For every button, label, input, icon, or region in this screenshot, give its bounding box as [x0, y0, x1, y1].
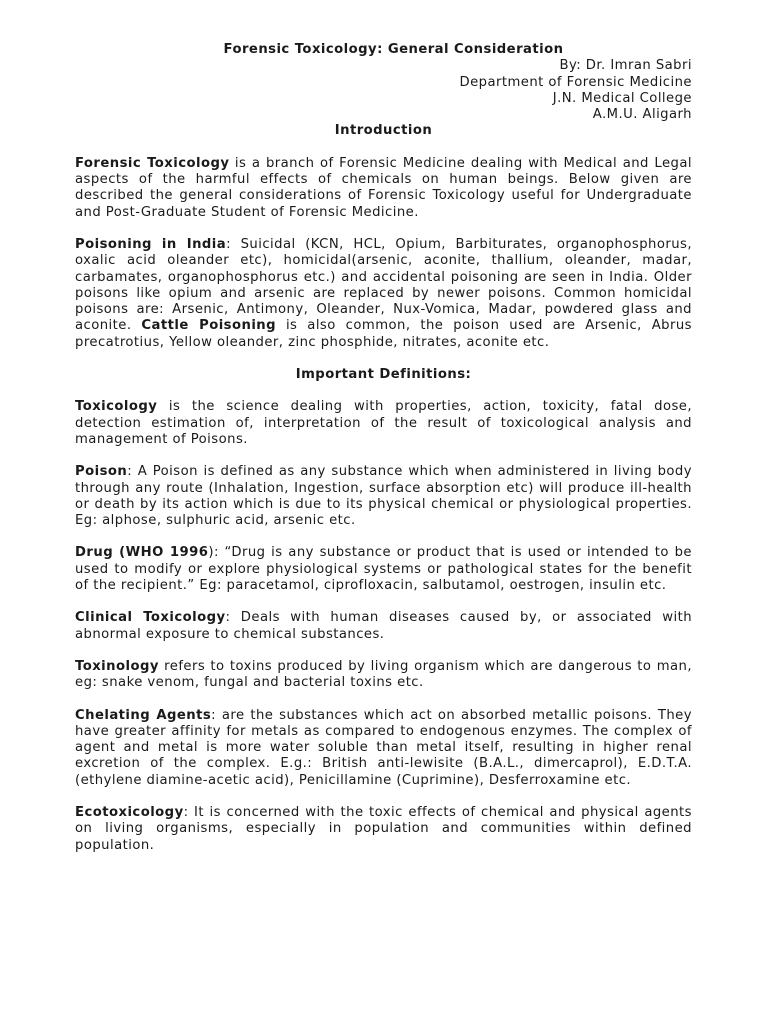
forensic-toxicology-paragraph: [75, 156, 692, 221]
cattle-poisoning-text: is also common, the poison used are Arsenic, Abrus precatrotius, Yellow oleander, zinc phosphide, nitrates, aconite etc.: [75, 318, 693, 350]
department-line: Department of Forensic Medicine: [459, 74, 692, 90]
ecotoxicology-paragraph: [75, 805, 692, 854]
term-toxicology: Toxicology: [75, 399, 158, 415]
term-drug: Drug (WHO 1996: [75, 545, 209, 561]
definitions-heading: Important Definitions:: [295, 367, 472, 383]
chelating-agents-text: : are the substances which act on absorbed metallic poisons. They have greater affinity for metals as compared to endogenous enzymes. The complex of agent and metal is more water soluble than metal itself, resulting in higher renal excretion of the complex. E.g.: British anti-lewisite (B.A.L., dimercaprol), E.D.T.A. (ethylene diamine-acetic acid), Penicillamine (Cuprimine), Desferroxamine etc.: [75, 707, 692, 788]
term-toxinology: Toxinology: [75, 658, 159, 674]
college-line: J.N. Medical College: [552, 90, 692, 106]
poison-text: : A Poison is defined as any substance which when administered in living body through any route (Inhalation, Ingestion, surface absorption etc) will produce ill-health or death by its action which is due to its physical chemical or physiological properties. Eg: alphose, sulphuric acid, arsenic etc.: [75, 464, 692, 529]
chelating-agents-paragraph: [75, 708, 692, 789]
poisoning-india-paragraph: [75, 237, 692, 351]
term-chelating-agents: Chelating Agents: [75, 707, 212, 723]
drug-paragraph: [75, 545, 692, 594]
forensic-toxicology-text: is a branch of Forensic Medicine dealing with Medical and Legal aspects of the harmful effects of chemicals on human beings. Below given are described the general considerations of Forensic Toxicology useful for Undergraduate and Post-Graduate Student of Forensic Medicine.: [75, 155, 692, 220]
ecotoxicology-text: : It is concerned with the toxic effects of chemical and physical agents on living organisms, especially in population and communities within defined population.: [75, 804, 692, 853]
term-poison: Poison: [75, 464, 128, 480]
toxinology-text: refers to toxins produced by living organism which are dangerous to man, eg: snake venom, fungal and bacterial toxins etc.: [75, 658, 692, 691]
term-poisoning-india: Poisoning in India: [75, 236, 227, 252]
university-line: A.M.U. Aligarh: [592, 107, 692, 123]
document-page: [75, 42, 692, 854]
term-forensic-toxicology: Forensic Toxicology: [75, 155, 230, 171]
author-line: By: Dr. Imran Sabri: [559, 58, 692, 74]
drug-text: ): “Drug is any substance or product that is used or intended to be used to modify or explore physiological systems or pathological states for the benefit of the recipient.” Eg: paracetamol, ciprofloxacin, salbutamol, oestrogen, insulin etc.: [75, 545, 692, 594]
clinical-toxicology-text: : Deals with human diseases caused by, or associated with abnormal exposure to chemical substances.: [75, 610, 693, 642]
term-ecotoxicology: Ecotoxicology: [75, 804, 184, 820]
toxinology-paragraph: [75, 659, 692, 692]
poisoning-india-text: : Suicidal (KCN, HCL, Opium, Barbiturates, organophosphorus, oxalic acid oleander etc), homicidal(arsenic, aconite, thallium, oleander, madar, carbamates, organophosphorus etc.) and accidental poisoning are seen in India. Older poisons like opium and arsenic are replaced by newer poisons. Common homicidal poisons are: Arsenic, Antimony, Oleander, Nux-Vomica, Madar, powdered glass and aconite.: [75, 236, 692, 334]
introduction-heading: Introduction: [334, 123, 433, 139]
document-title: Forensic Toxicology: General Consideration: [223, 42, 564, 57]
poison-paragraph: [75, 464, 692, 529]
clinical-toxicology-paragraph: [75, 610, 692, 643]
term-clinical-toxicology: Clinical Toxicology: [75, 610, 226, 626]
toxicology-text: is the science dealing with properties, action, toxicity, fatal dose, detection estimation of, interpretation of the result of toxicological analysis and management of Poisons.: [75, 399, 692, 447]
term-cattle-poisoning: Cattle Poisoning: [141, 318, 277, 334]
toxicology-paragraph: [75, 399, 692, 448]
